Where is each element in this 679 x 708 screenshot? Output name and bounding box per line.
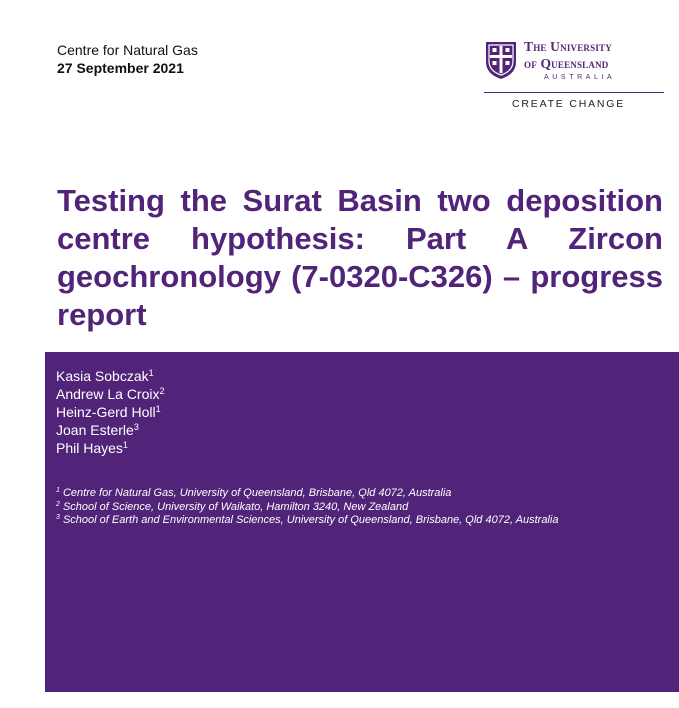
logo-tagline: CREATE CHANGE: [512, 98, 626, 110]
author-item: Joan Esterle$^3$: [56, 422, 139, 438]
author-item: Kasia Sobczak$^1$: [56, 368, 154, 384]
logo-university-line1: The University: [524, 39, 612, 54]
author-panel: [45, 352, 679, 692]
report-title: Testing the Surat Basin two deposition centre hypothesis: Part A Zircon geochronology (7-0320-C326) – progress report: [57, 183, 663, 332]
author-list: [56, 367, 165, 457]
affiliation-item: $^1$ Centre for Natural Gas, University of Queensland, Brisbane, Qld 4072, Australia: [56, 487, 452, 499]
logo-country: AUSTRALIA: [544, 74, 616, 81]
affiliation-item: $^2$ School of Science, University of Waikato, Hamilton 3240, New Zealand: [56, 500, 409, 513]
report-header: [57, 41, 198, 77]
logo-university-line2: of Queensland: [524, 56, 609, 71]
report-date: 27 September 2021: [57, 60, 184, 76]
logo-divider: [484, 92, 664, 93]
affiliation-list: [56, 487, 668, 528]
affiliation-item: $^3$ School of Earth and Environmental Sciences, University of Queensland, Brisbane, Qld 4072, Australia: [56, 514, 559, 526]
author-item: Phil Hayes$^1$: [56, 440, 128, 456]
author-item: Andrew La Croix$^2$: [56, 386, 165, 402]
uq-crest-icon: [484, 40, 518, 80]
author-item: Heinz-Gerd Holl$^1$: [56, 404, 161, 420]
organisation-name: Centre for Natural Gas: [57, 42, 198, 58]
